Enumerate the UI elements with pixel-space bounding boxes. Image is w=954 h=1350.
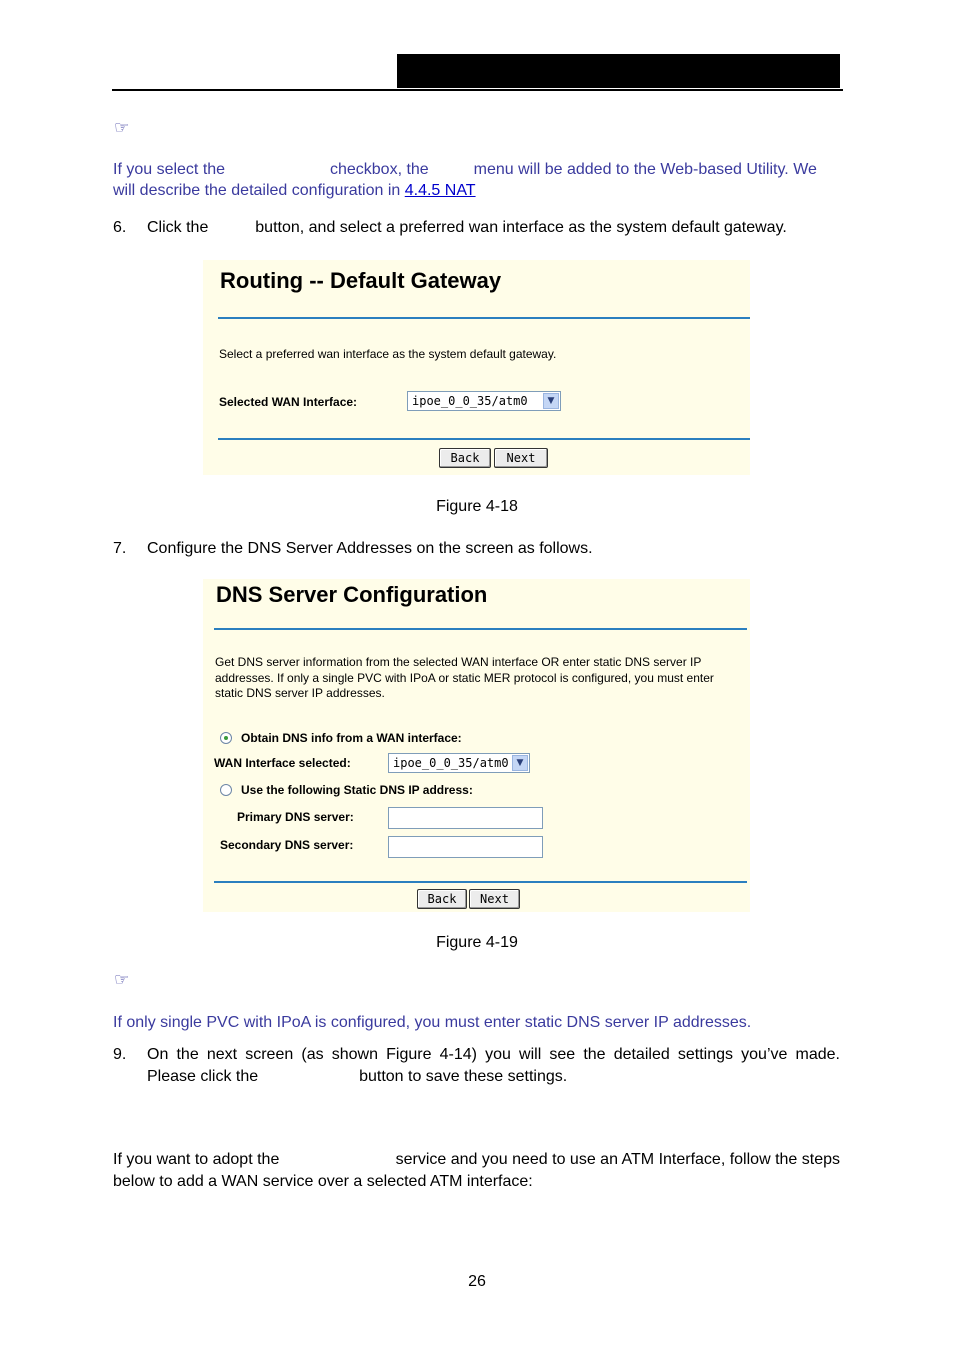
- panel-divider: [214, 881, 747, 883]
- note-text: will describe the detailed configuration in: [113, 182, 401, 199]
- obtain-dns-radio[interactable]: [220, 732, 232, 744]
- step-text-part: Click the: [147, 219, 209, 236]
- primary-dns-label: Primary DNS server:: [237, 810, 354, 824]
- note-paragraph-line2: [113, 180, 476, 201]
- page-number: 26: [468, 1273, 486, 1290]
- dns-wan-interface-select[interactable]: [388, 753, 530, 773]
- body-paragraph: [113, 1149, 840, 1171]
- panel-description: Select a preferred wan interface as the system default gateway.: [219, 347, 557, 361]
- note-text: checkbox, the: [329, 161, 429, 178]
- primary-dns-input[interactable]: [388, 807, 543, 829]
- panel-description: Get DNS server information from the selected WAN interface OR enter static DNS server IP: [215, 655, 702, 669]
- nat-section-link[interactable]: 4.4.5 NAT: [404, 182, 476, 199]
- pointing-hand-icon: ☞: [114, 970, 130, 990]
- step-number: 6.: [113, 219, 127, 236]
- default-gateway-panel: [203, 260, 750, 475]
- next-button[interactable]: Next: [494, 448, 548, 468]
- header-bar: [397, 54, 840, 88]
- step-number: 9.: [113, 1046, 127, 1063]
- note-text: menu will be added to the Web-based Utility. We: [473, 161, 817, 178]
- select-value: ipoe_0_0_35/atm0: [412, 394, 528, 408]
- step-text-part: button, and select a preferred wan interface as the system default gateway.: [255, 219, 787, 236]
- back-button[interactable]: Back: [439, 448, 491, 468]
- secondary-dns-input[interactable]: [388, 836, 543, 858]
- dns-server-panel: [203, 579, 750, 912]
- paragraph-text: below to add a WAN service over a selected ATM interface:: [113, 1173, 533, 1190]
- back-button[interactable]: Back: [417, 889, 467, 909]
- note-text: If only single PVC with IPoA is configured, you must enter static DNS server IP addresses.: [113, 1014, 752, 1031]
- static-dns-radio[interactable]: [220, 784, 232, 796]
- step-text: Configure the DNS Server Addresses on the screen as follows.: [147, 540, 593, 557]
- figure-caption: Figure 4-19: [436, 934, 518, 951]
- wan-interface-select[interactable]: [407, 391, 561, 411]
- next-button[interactable]: Next: [469, 889, 520, 909]
- step-number: 7.: [113, 540, 127, 557]
- figure-caption: Figure 4-18: [436, 498, 518, 515]
- paragraph-text: service and you need to use an ATM Interface, follow the steps: [395, 1151, 840, 1168]
- panel-description: addresses. If only a single PVC with IPoA or static MER protocol is configured, you must enter: [215, 671, 714, 685]
- wan-interface-selected-label: WAN Interface selected:: [214, 756, 351, 770]
- step-text: [147, 1066, 567, 1088]
- panel-description: static DNS server IP addresses.: [215, 686, 385, 700]
- step-text: On the next screen (as shown Figure 4-14) you will see the detailed settings you’ve made.: [147, 1046, 840, 1063]
- chevron-down-icon[interactable]: ▼: [512, 755, 528, 771]
- selected-wan-interface-label: Selected WAN Interface:: [219, 395, 358, 409]
- secondary-dns-label: Secondary DNS server:: [220, 838, 354, 852]
- panel-divider: [214, 628, 747, 630]
- static-dns-label: Use the following Static DNS IP address:: [241, 783, 473, 797]
- paragraph-text: If you want to adopt the: [113, 1151, 280, 1168]
- select-value: ipoe_0_0_35/atm0: [393, 756, 509, 770]
- note-paragraph: [113, 159, 843, 180]
- panel-title: Routing -- Default Gateway: [220, 268, 502, 293]
- chevron-down-icon[interactable]: ▼: [543, 393, 559, 409]
- obtain-dns-label: Obtain DNS info from a WAN interface:: [241, 731, 462, 745]
- note-text: If you select the: [113, 161, 226, 178]
- step-text-part: Please click the: [147, 1068, 259, 1085]
- step-text-part: button to save these settings.: [359, 1068, 568, 1085]
- panel-title: DNS Server Configuration: [216, 582, 488, 607]
- panel-divider: [218, 317, 750, 319]
- step-text: [147, 217, 787, 239]
- pointing-hand-icon: ☞: [114, 118, 130, 138]
- panel-divider: [218, 438, 750, 440]
- header-rule: [112, 89, 843, 91]
